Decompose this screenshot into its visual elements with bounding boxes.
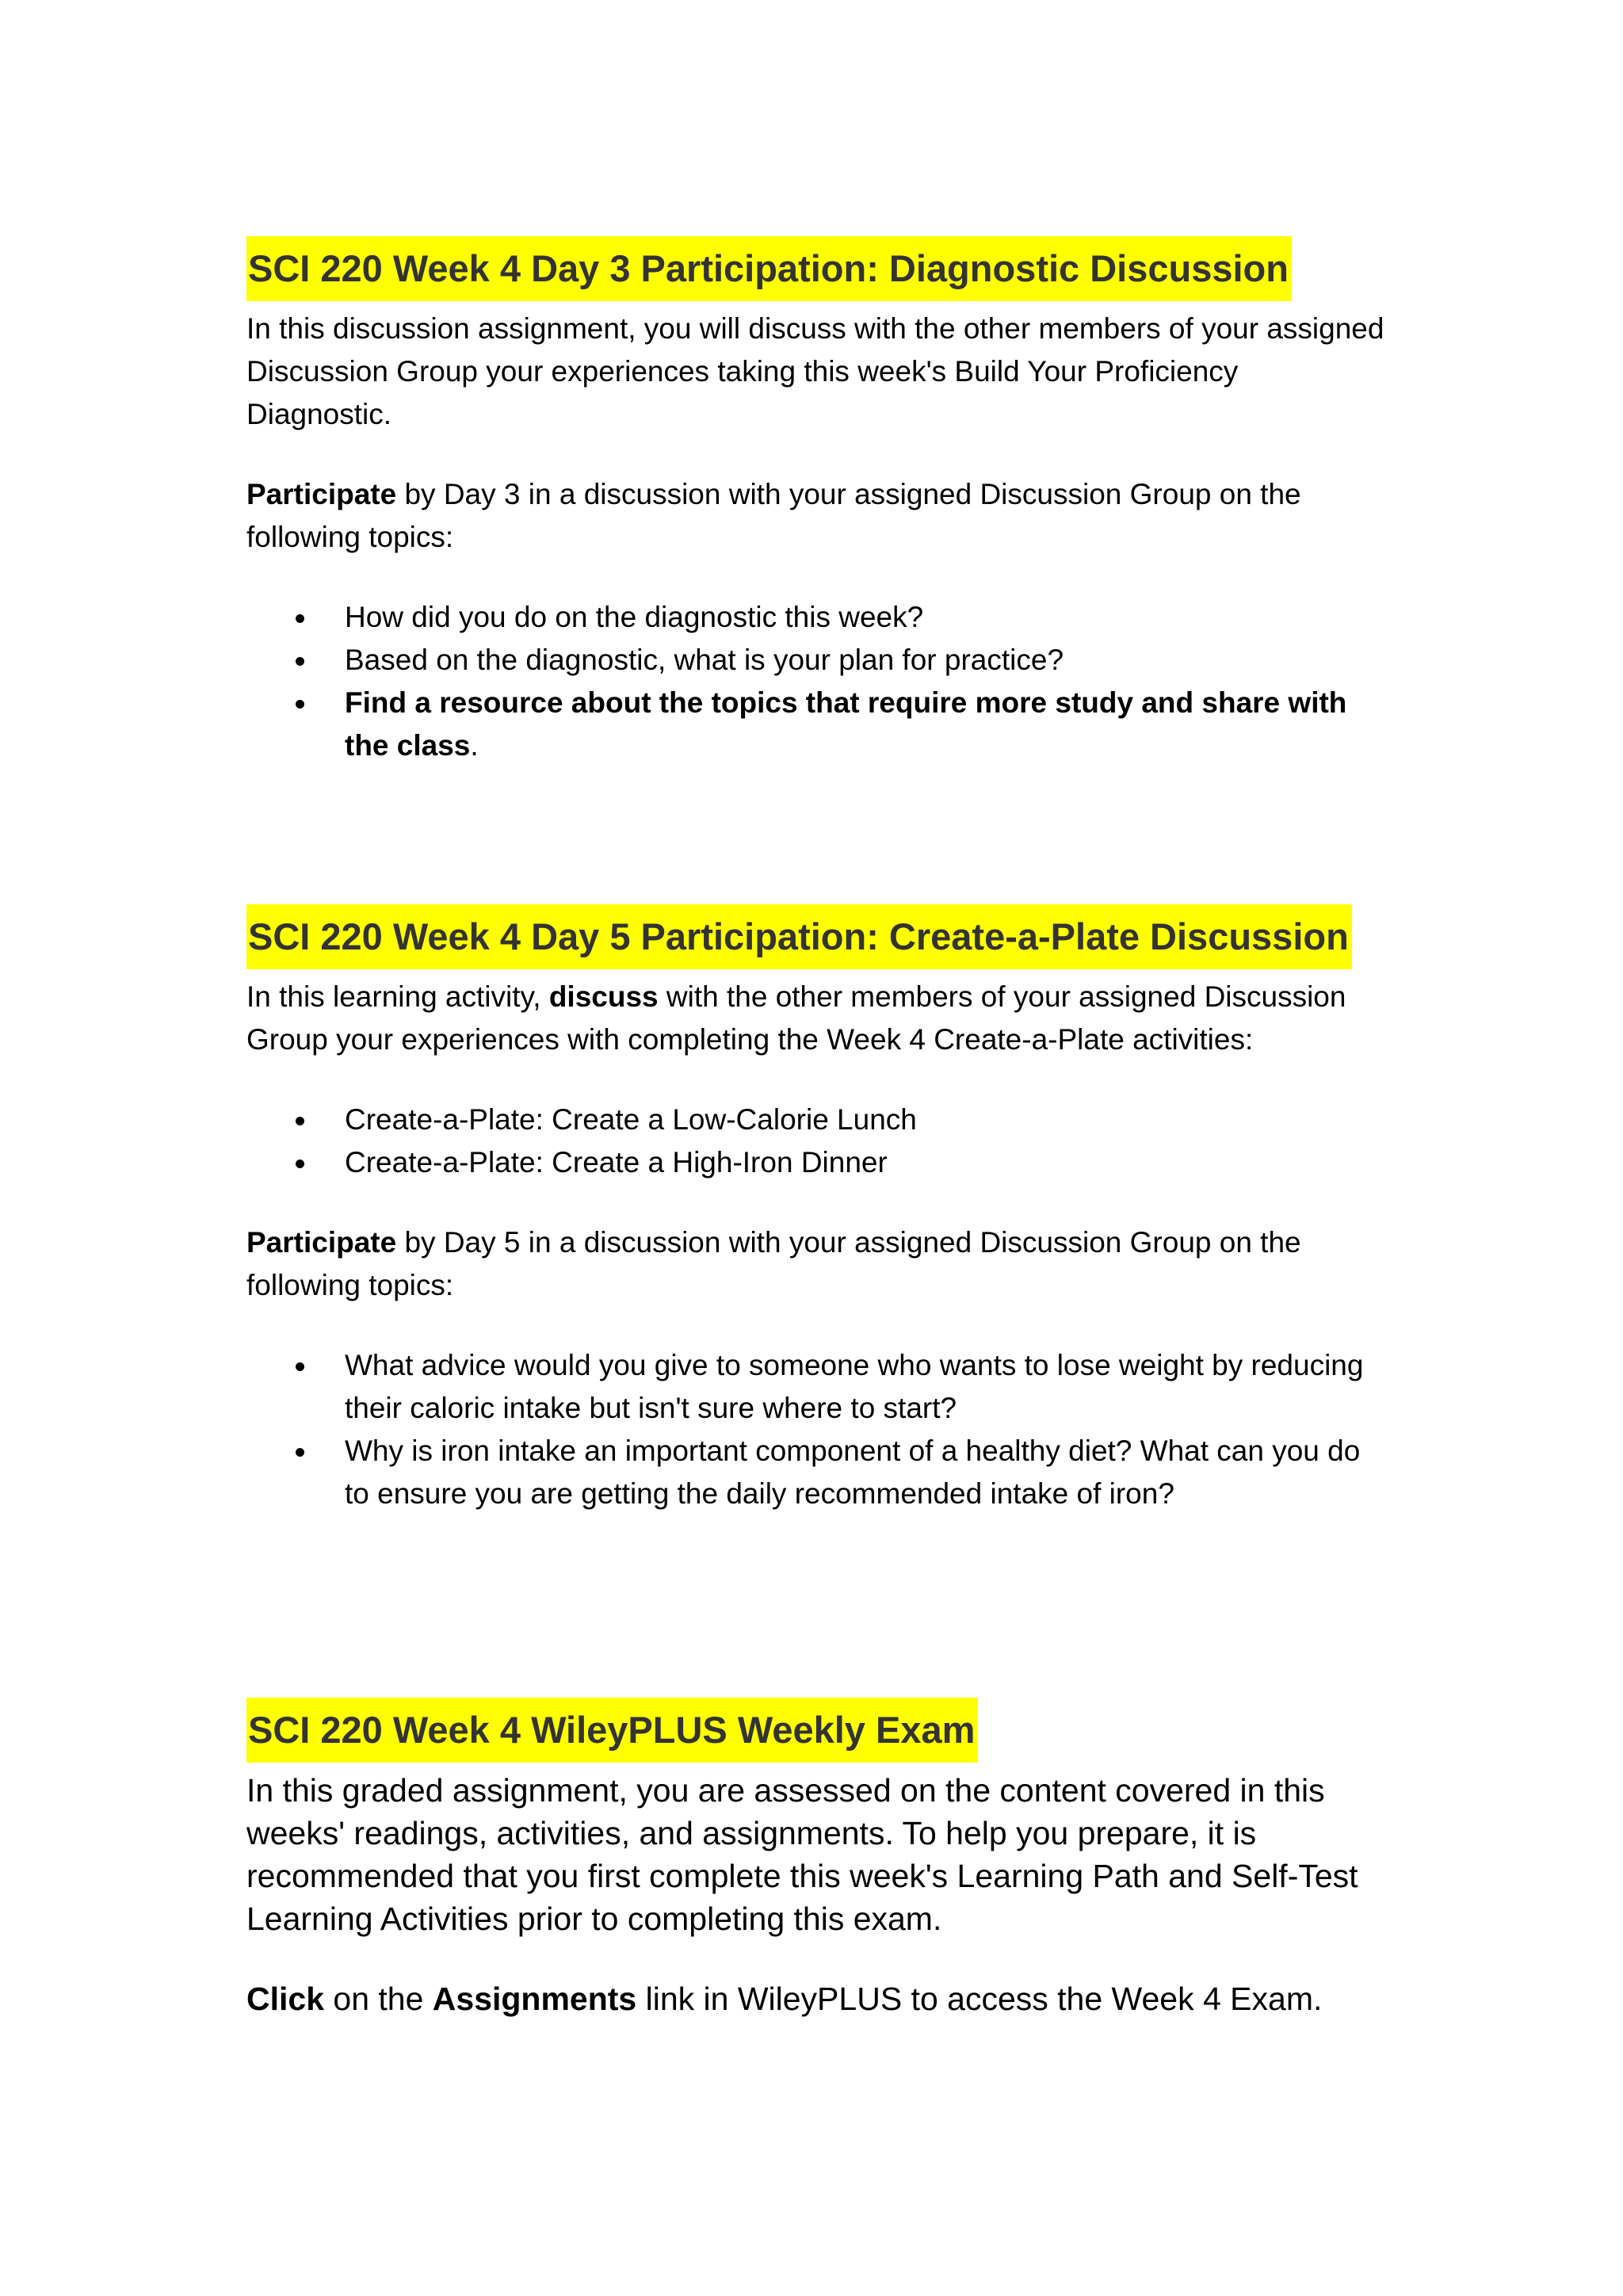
list-item <box>246 1098 1388 1141</box>
list-item-text: Create-a-Plate: Create a High-Iron Dinner <box>345 1146 888 1179</box>
participate-label: Participate <box>246 478 397 510</box>
topic-list <box>246 596 1388 767</box>
list-item <box>246 1430 1388 1515</box>
section-intro: In this graded assignment, you are assessed on the content covered in this weeks' readings, activities, and assignments. To help you prepare, it is recommended that you first complete this week's Learning Path and Self-Test Learning Activities prior to completing this exam. <box>246 1772 1358 1937</box>
list-item <box>246 682 1388 767</box>
bullet-icon <box>296 1362 304 1371</box>
section-intro <box>246 976 1388 1061</box>
list-item-text: What advice would you give to someone who wants to lose weight by reducing their caloric intake but isn't sure where to start? <box>345 1349 1364 1424</box>
participate-label: Participate <box>246 1226 397 1259</box>
section-create-a-plate-discussion <box>246 904 1388 1515</box>
section-diagnostic-discussion <box>246 236 1388 767</box>
participate-text: by Day 3 in a discussion with your assigned Discussion Group on the following topics: <box>246 478 1301 553</box>
list-item-text: Create-a-Plate: Create a Low-Calorie Lunch <box>345 1103 917 1136</box>
instruction-text: on the <box>324 1981 433 2017</box>
list-item-text: Why is iron intake an important component of a healthy diet? What can you do to ensure you are getting the daily recommended intake of iron? <box>345 1435 1361 1510</box>
list-item-punctuation: . <box>470 729 479 762</box>
list-item <box>246 639 1388 682</box>
participate-paragraph <box>246 1221 1388 1307</box>
list-item <box>246 596 1388 639</box>
section-title: SCI 220 Week 4 Day 5 Participation: Create-a-Plate Discussion <box>246 904 1352 969</box>
bullet-icon <box>296 1117 304 1125</box>
participate-text: by Day 5 in a discussion with your assigned Discussion Group on the following topics: <box>246 1226 1301 1301</box>
list-item-text: Find a resource about the topics that require more study and share with the class <box>345 686 1347 762</box>
intro-text: In this learning activity, <box>246 980 549 1013</box>
assignments-label: Assignments <box>432 1981 637 2017</box>
intro-text: with the other members of your assigned Discussion Group your experiences with completing the Week 4 Create-a-Plate activities: <box>246 980 1346 1056</box>
intro-bold: discuss <box>548 980 659 1013</box>
click-label: Click <box>246 1981 324 2017</box>
list-item <box>246 1344 1388 1430</box>
bullet-icon <box>296 700 304 709</box>
topic-list <box>246 1344 1388 1515</box>
instruction-text: link in WileyPLUS to access the Week 4 Exam. <box>636 1981 1323 2017</box>
section-title: SCI 220 Week 4 Day 3 Participation: Diagnostic Discussion <box>246 236 1292 301</box>
section-intro: In this discussion assignment, you will discuss with the other members of your assigned Discussion Group your experiences taking this week's Build Your Proficiency Diagnostic. <box>246 312 1384 430</box>
list-item-text: Based on the diagnostic, what is your plan for practice? <box>345 644 1064 676</box>
click-instruction <box>246 1977 1388 2020</box>
section-weekly-exam <box>246 1698 1388 2020</box>
list-item-text: How did you do on the diagnostic this week? <box>345 601 924 633</box>
bullet-icon <box>296 1448 304 1457</box>
bullet-icon <box>296 657 304 666</box>
participate-paragraph <box>246 473 1388 559</box>
bullet-icon <box>296 614 304 623</box>
section-title: SCI 220 Week 4 WileyPLUS Weekly Exam <box>246 1698 978 1763</box>
activity-list <box>246 1098 1388 1184</box>
list-item <box>246 1141 1388 1184</box>
bullet-icon <box>296 1159 304 1168</box>
